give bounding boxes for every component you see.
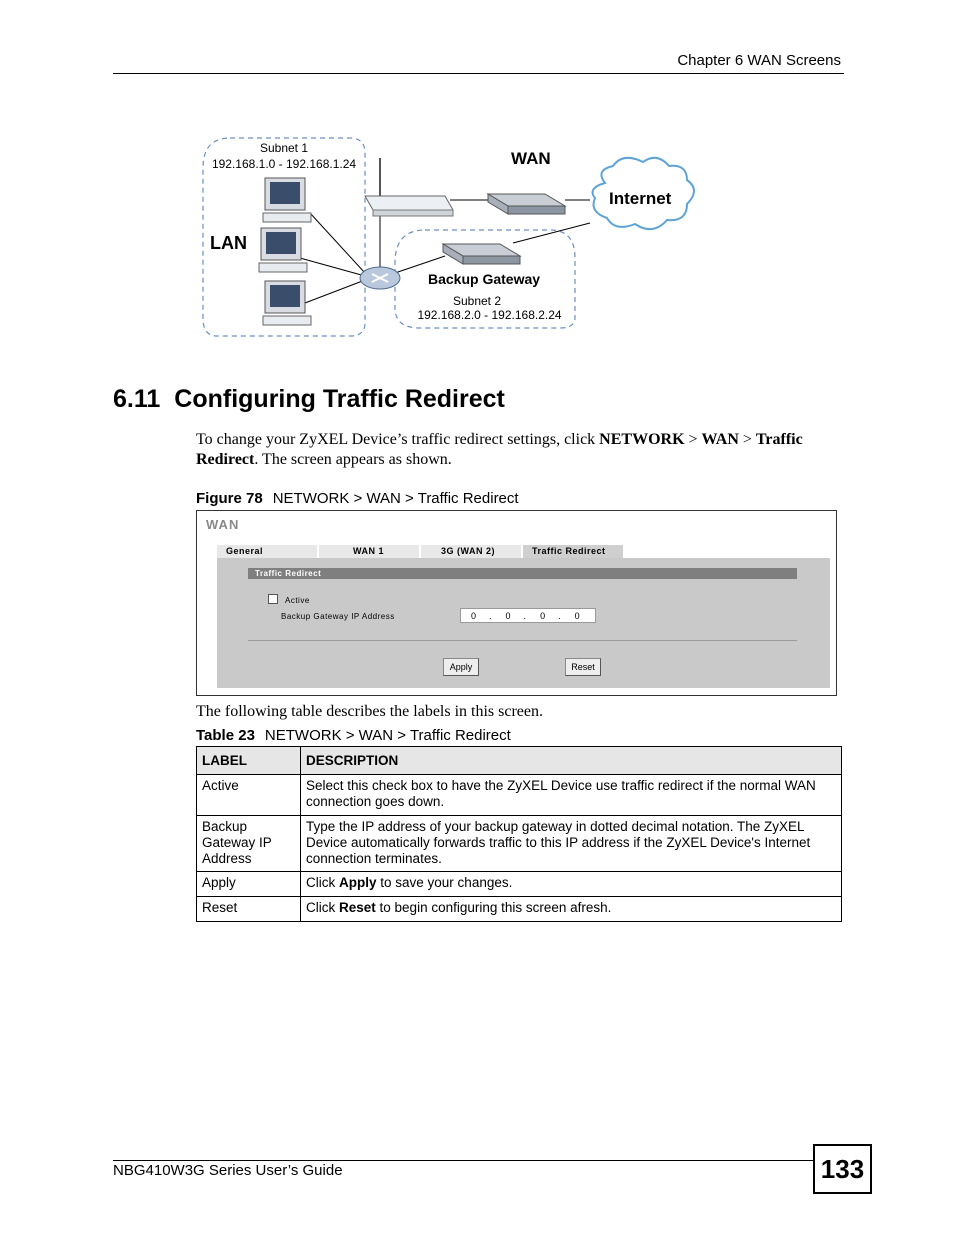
subnet2-range: 192.168.2.0 - 192.168.2.24 xyxy=(417,308,562,322)
table-caption xyxy=(196,727,511,744)
ip-octet-3: 0 xyxy=(540,610,546,621)
figure-label: Figure 78 xyxy=(196,490,263,507)
apply-button[interactable]: Apply xyxy=(443,658,479,676)
backup-gateway-label: Backup Gateway xyxy=(428,271,541,287)
table-row xyxy=(197,872,842,897)
subnet2-title: Subnet 2 xyxy=(452,294,502,308)
row-description: Type the IP address of your backup gateway in dotted decimal notation. The ZyXEL Device automatically forwards traffic to this IP address if the ZyXEL Device's Internet connection terminates. xyxy=(301,816,842,872)
ip-octet-1: 0 xyxy=(471,610,477,621)
tab-3g-wan2[interactable]: 3G (WAN 2) xyxy=(421,545,523,558)
header-rule xyxy=(113,73,844,74)
traffic-redirect-screenshot xyxy=(196,510,837,696)
chapter-header: Chapter 6 WAN Screens xyxy=(677,52,841,69)
lan-label: LAN xyxy=(210,233,247,253)
header-label: LABEL xyxy=(197,747,301,775)
desc-bold: Apply xyxy=(339,875,377,890)
section-heading xyxy=(113,385,505,414)
internet-label: Internet xyxy=(609,189,672,208)
backup-gateway-icon xyxy=(443,244,520,264)
section-title: Configuring Traffic Redirect xyxy=(174,385,505,413)
page-number: 133 xyxy=(813,1144,872,1194)
intro-text: . The screen appears as shown. xyxy=(254,451,452,468)
table-header-row xyxy=(197,747,842,775)
row-label: Backup Gateway IP Address xyxy=(197,816,301,872)
menu-wan: WAN xyxy=(701,431,739,448)
row-description xyxy=(301,897,842,922)
intro-text: To change your ZyXEL Device’s traffic redirect settings, click xyxy=(196,431,600,448)
table-row xyxy=(197,816,842,872)
desc-text: to begin configuring this screen afresh. xyxy=(375,900,612,915)
ip-dot: . xyxy=(489,610,492,621)
tab-general[interactable]: General xyxy=(217,545,319,558)
screen-title: WAN xyxy=(206,517,240,532)
guide-title: NBG410W3G Series User’s Guide xyxy=(113,1162,343,1179)
table-row xyxy=(197,897,842,922)
ip-octet-4: 0 xyxy=(574,610,580,621)
network-diagram xyxy=(195,128,715,343)
ip-dot: . xyxy=(558,610,561,621)
lan-pc-icons xyxy=(259,178,311,325)
subnet1-range: 192.168.1.0 - 192.168.1.24 xyxy=(211,157,357,171)
ip-dot: . xyxy=(523,610,527,621)
backup-ip-input[interactable] xyxy=(460,608,596,623)
menu-network: NETWORK xyxy=(599,431,685,448)
section-number: 6.11 xyxy=(113,385,161,413)
row-label: Apply xyxy=(197,872,301,897)
panel-section-bar: Traffic Redirect xyxy=(248,568,797,579)
settings-panel xyxy=(217,558,830,688)
backup-ip-label: Backup Gateway IP Address xyxy=(281,612,395,621)
wan-modem-icon xyxy=(488,194,565,214)
row-label: Reset xyxy=(197,897,301,922)
wireless-router-icon xyxy=(365,158,453,216)
intro-sep: > xyxy=(684,431,702,448)
active-checkbox[interactable] xyxy=(268,594,278,604)
header-description: DESCRIPTION xyxy=(301,747,842,775)
menu-traffic-redirect: Traffic Redirect xyxy=(196,431,803,468)
wan-label: WAN xyxy=(511,149,551,168)
figure-caption xyxy=(196,490,519,507)
desc-text: Click xyxy=(306,900,339,915)
active-label: Active xyxy=(285,596,310,605)
following-paragraph: The following table describes the labels in this screen. xyxy=(196,703,544,720)
row-description: Select this check box to have the ZyXEL Device use traffic redirect if the normal WAN connection goes down. xyxy=(301,775,842,816)
row-label: Active xyxy=(197,775,301,816)
panel-divider xyxy=(248,640,797,641)
label-description-table xyxy=(196,746,842,922)
ip-octet-2: 0 xyxy=(505,610,511,621)
table-row xyxy=(197,775,842,816)
tab-wan1[interactable]: WAN 1 xyxy=(319,545,421,558)
subnet1-title: Subnet 1 xyxy=(259,141,309,155)
reset-button[interactable]: Reset xyxy=(565,658,601,676)
table-label: Table 23 xyxy=(196,727,255,744)
row-description xyxy=(301,872,842,897)
intro-paragraph xyxy=(196,430,842,470)
figure-caption-text: NETWORK > WAN > Traffic Redirect xyxy=(272,490,519,507)
desc-bold: Reset xyxy=(339,900,376,915)
desc-text: Click xyxy=(306,875,339,890)
tab-traffic-redirect[interactable]: Traffic Redirect xyxy=(523,545,625,558)
intro-sep: > xyxy=(738,431,756,448)
footer-rule xyxy=(113,1160,813,1161)
router-hub-icon xyxy=(360,267,400,289)
desc-text: to save your changes. xyxy=(376,875,513,890)
table-caption-text: NETWORK > WAN > Traffic Redirect xyxy=(264,727,511,744)
